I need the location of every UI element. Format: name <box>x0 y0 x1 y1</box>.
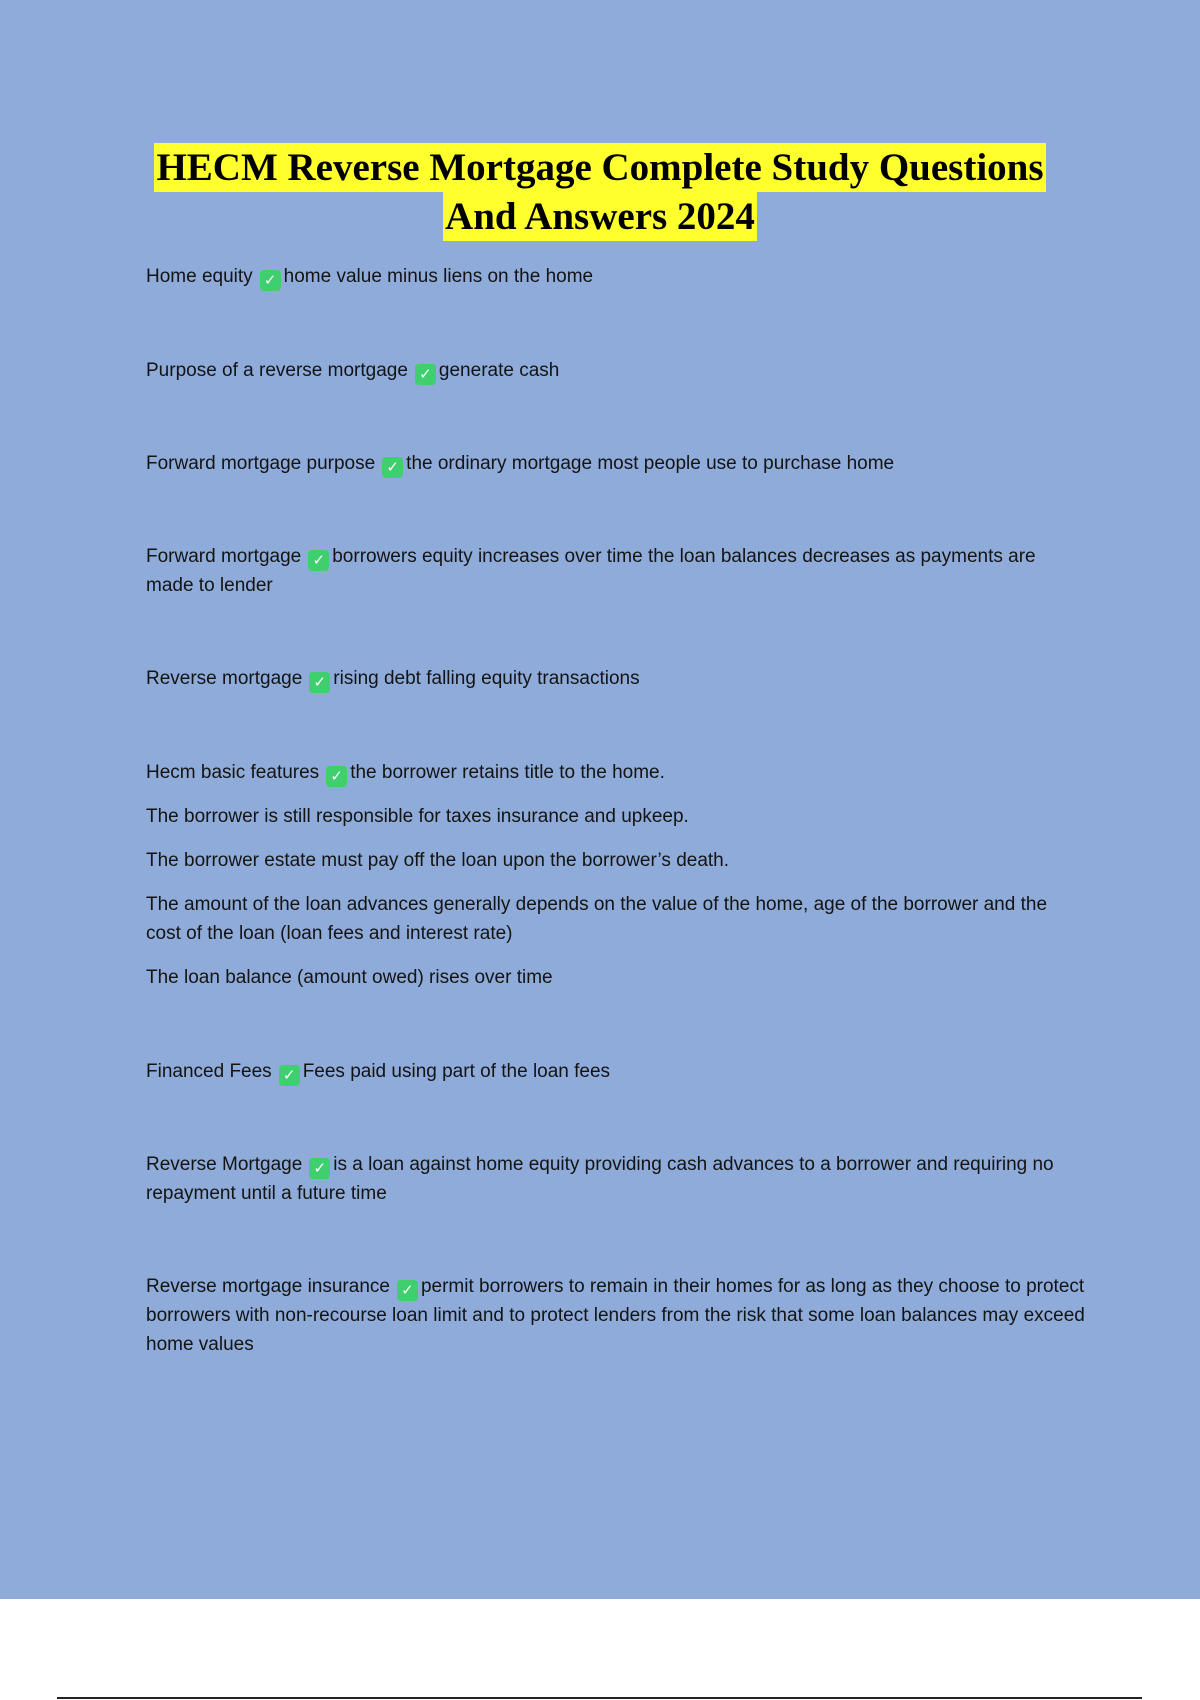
card-answer: the borrower retains title to the home. <box>350 762 665 783</box>
card-answer: the ordinary mortgage most people use to purchase home <box>406 453 895 474</box>
flashcard-reverse-insurance <box>146 1272 1086 1359</box>
check-mark-icon: ✓ <box>309 1158 330 1179</box>
card-answer: Fees paid using part of the loan fees <box>302 1061 611 1082</box>
flashcard-financed-fees <box>146 1057 1086 1086</box>
check-mark-icon: ✓ <box>260 270 281 291</box>
flashcard-purpose-reverse <box>146 356 1086 385</box>
card-term: Reverse Mortgage <box>146 1154 303 1175</box>
card-extra-line: The loan balance (amount owed) rises over time <box>146 967 553 988</box>
flashcard-reverse-mortgage-loan <box>146 1150 1086 1208</box>
card-extra-line: The amount of the loan advances generally depends on the value of the home, age of the borrower and the cost of the loan (loan fees and interest rate) <box>146 894 1048 944</box>
title-line-1: HECM Reverse Mortgage Complete Study Questions <box>154 143 1045 192</box>
card-term: Reverse mortgage insurance <box>146 1276 390 1297</box>
title-line-2: And Answers 2024 <box>443 192 757 241</box>
check-mark-icon: ✓ <box>308 550 329 571</box>
card-term: Forward mortgage purpose <box>146 453 376 474</box>
card-answer: is a loan against home equity providing cash advances to a borrower and requiring no repayment until a future time <box>146 1154 1054 1204</box>
flashcard-list <box>146 262 1086 1359</box>
card-main-line <box>146 758 1086 787</box>
flashcard-forward-mortgage <box>146 542 1086 600</box>
flashcard-home-equity <box>146 262 1086 291</box>
card-term: Purpose of a reverse mortgage <box>146 360 408 381</box>
flashcard-hecm-features <box>146 758 1086 992</box>
flashcard-forward-purpose <box>146 449 1086 478</box>
check-mark-icon: ✓ <box>279 1065 300 1086</box>
card-answer: permit borrowers to remain in their homes for as long as they choose to protect borrowers with non-recourse loan limit and to protect lenders from the risk that some loan balances may exceed home values <box>146 1276 1085 1355</box>
card-answer: rising debt falling equity transactions <box>333 668 640 689</box>
card-extra-line: The borrower estate must pay off the loan upon the borrower’s death. <box>146 850 730 871</box>
card-extra-line: The borrower is still responsible for taxes insurance and upkeep. <box>146 806 689 827</box>
check-mark-icon: ✓ <box>382 457 403 478</box>
check-mark-icon: ✓ <box>397 1280 418 1301</box>
card-term: Hecm basic features <box>146 762 320 783</box>
flashcard-reverse-mortgage <box>146 664 1086 693</box>
card-answer: home value minus liens on the home <box>283 266 594 287</box>
check-mark-icon: ✓ <box>415 364 436 385</box>
card-answer: borrowers equity increases over time the loan balances decreases as payments are made to lender <box>146 546 1036 596</box>
card-term: Reverse mortgage <box>146 668 303 689</box>
check-mark-icon: ✓ <box>309 672 330 693</box>
footer-divider <box>57 1697 1142 1699</box>
card-answer: generate cash <box>438 360 560 381</box>
card-term: Financed Fees <box>146 1061 272 1082</box>
check-mark-icon: ✓ <box>326 766 347 787</box>
card-term: Home equity <box>146 266 253 287</box>
page-title <box>0 143 1200 241</box>
card-term: Forward mortgage <box>146 546 302 567</box>
